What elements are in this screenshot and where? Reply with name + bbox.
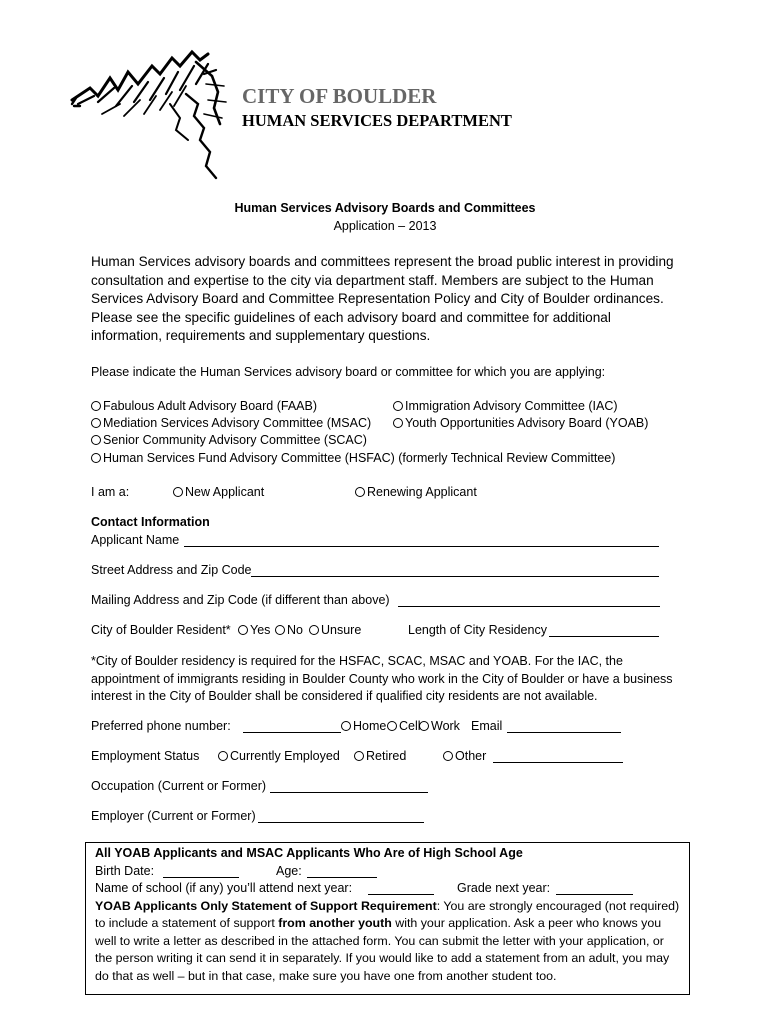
option-currently-employed[interactable]: [218, 749, 340, 763]
employer-label: Employer (Current or Former): [91, 809, 256, 823]
form-title: Human Services Advisory Boards and Committees: [234, 201, 536, 215]
option-faab[interactable]: [91, 399, 317, 413]
street-address-field[interactable]: [251, 564, 659, 577]
label-yoab: Youth Opportunities Advisory Board (YOAB): [405, 416, 649, 430]
other-field[interactable]: [493, 750, 623, 763]
mailing-address-field[interactable]: [398, 594, 660, 607]
intro-paragraph: Human Services advisory boards and committees represent the broad public interest in providing consultation and expertise to the city via department staff. Members are subject to the Human Services Advisory Board and Committee Representation Policy and City of Boulder ordinances. Please see the specific guidelines of each advisory board and committee for additional information, requirements and supplementary questions.: [91, 254, 674, 344]
city-of-boulder-logo: [68, 44, 233, 184]
option-phone-home[interactable]: [341, 719, 386, 733]
radio-resident-yes[interactable]: [238, 625, 248, 635]
mailing-address-label: Mailing Address and Zip Code (if different than above): [91, 593, 390, 607]
radio-resident-unsure[interactable]: [309, 625, 319, 635]
residency-length-label: Length of City Residency: [408, 623, 547, 637]
support-requirement-text: [95, 898, 683, 985]
option-yoab[interactable]: [393, 416, 648, 430]
radio-iac[interactable]: [393, 401, 403, 411]
residency-note: *City of Boulder residency is required for the HSFAC, SCAC, MSAC and YOAB. For the IAC, the appointment of immigrants residing in Boulder County who work in the City of Boulder or have a business interest in the City of Boulder shall be considered if qualified city residents are not available.: [91, 654, 673, 704]
school-label: Name of school (if any) you’ll attend next year:: [95, 881, 353, 895]
school-field[interactable]: [368, 882, 434, 895]
label-iac: Immigration Advisory Committee (IAC): [405, 399, 618, 413]
street-address-label: Street Address and Zip Code: [91, 563, 252, 577]
support-requirement-heading: YOAB Applicants Only Statement of Support Requirement: [95, 899, 437, 913]
employment-label: Employment Status: [91, 749, 200, 763]
youth-box-heading: All YOAB Applicants and MSAC Applicants Who Are of High School Age: [95, 846, 523, 860]
label-hsfac: Human Services Fund Advisory Committee (HSFAC) (formerly Technical Review Committee): [103, 451, 616, 465]
radio-hsfac[interactable]: [91, 453, 101, 463]
resident-label: City of Boulder Resident*: [91, 623, 231, 637]
applicant-name-label: Applicant Name: [91, 533, 180, 547]
birth-date-label: Birth Date:: [95, 864, 155, 878]
option-resident-unsure[interactable]: [309, 623, 361, 637]
radio-other[interactable]: [443, 751, 453, 761]
option-iac[interactable]: [393, 399, 618, 413]
radio-retired[interactable]: [354, 751, 364, 761]
support-requirement-emphasis: from another youth: [278, 916, 392, 931]
phone-field[interactable]: [243, 720, 341, 733]
employer-field[interactable]: [258, 810, 424, 823]
occupation-field[interactable]: [270, 780, 428, 793]
radio-new-applicant[interactable]: [173, 487, 183, 497]
option-scac[interactable]: [91, 433, 367, 447]
label-resident-no: No: [287, 623, 303, 637]
label-faab: Fabulous Adult Advisory Board (FAAB): [103, 399, 317, 413]
option-retired[interactable]: [354, 749, 406, 763]
radio-renewing-applicant[interactable]: [355, 487, 365, 497]
birth-date-field[interactable]: [163, 865, 239, 878]
label-phone-work: Work: [431, 719, 460, 733]
support-requirement-part2: with your application. Ask a peer who knows you well to write a letter as described in the attached form. You can submit the letter with your application, or the person writing it can send it in separately. If you would like to add a statement from an adult, you may do that as well – but in that case, make sure you have one from another student too.: [95, 916, 670, 983]
email-field[interactable]: [507, 720, 621, 733]
option-resident-yes[interactable]: [238, 623, 270, 637]
applicant-name-field[interactable]: [184, 534, 659, 547]
option-resident-no[interactable]: [275, 623, 303, 637]
org-title: CITY OF BOULDER: [242, 84, 437, 108]
email-label: Email: [471, 719, 503, 733]
label-other: Other: [455, 749, 487, 763]
label-new-applicant: New Applicant: [185, 485, 265, 499]
contact-heading: Contact Information: [91, 515, 210, 529]
label-resident-yes: Yes: [250, 623, 271, 637]
option-new-applicant[interactable]: [173, 485, 264, 499]
department-title: HUMAN SERVICES DEPARTMENT: [242, 111, 512, 130]
option-hsfac[interactable]: [91, 451, 615, 465]
grade-field[interactable]: [556, 882, 633, 895]
radio-currently-employed[interactable]: [218, 751, 228, 761]
radio-yoab[interactable]: [393, 418, 403, 428]
option-phone-work[interactable]: [419, 719, 460, 733]
label-phone-home: Home: [353, 719, 387, 733]
option-renewing-applicant[interactable]: [355, 485, 477, 499]
label-renewing-applicant: Renewing Applicant: [367, 485, 477, 499]
indicate-prompt: Please indicate the Human Services advisory board or committee for which you are applying:: [91, 365, 606, 379]
option-phone-cell[interactable]: [387, 719, 421, 733]
radio-phone-home[interactable]: [341, 721, 351, 731]
label-currently-employed: Currently Employed: [230, 749, 340, 763]
phone-label: Preferred phone number:: [91, 719, 231, 733]
radio-faab[interactable]: [91, 401, 101, 411]
option-msac[interactable]: [91, 416, 371, 430]
radio-msac[interactable]: [91, 418, 101, 428]
radio-resident-no[interactable]: [275, 625, 285, 635]
label-resident-unsure: Unsure: [321, 623, 362, 637]
age-label: Age:: [276, 864, 302, 878]
support-requirement-part1: : You are strongly encouraged (not required) to include a statement of support: [95, 899, 680, 931]
radio-scac[interactable]: [91, 435, 101, 445]
occupation-label: Occupation (Current or Former): [91, 779, 267, 793]
grade-label: Grade next year:: [457, 881, 551, 895]
form-subtitle: Application – 2013: [333, 219, 437, 233]
applicant-type-label: I am a:: [91, 485, 130, 499]
option-other[interactable]: [443, 749, 486, 763]
label-retired: Retired: [366, 749, 407, 763]
label-msac: Mediation Services Advisory Committee (MSAC): [103, 416, 372, 430]
label-scac: Senior Community Advisory Committee (SCAC): [103, 433, 367, 447]
residency-length-field[interactable]: [549, 624, 659, 637]
age-field[interactable]: [307, 865, 377, 878]
radio-phone-work[interactable]: [419, 721, 429, 731]
label-phone-cell: Cell: [399, 719, 421, 733]
radio-phone-cell[interactable]: [387, 721, 397, 731]
